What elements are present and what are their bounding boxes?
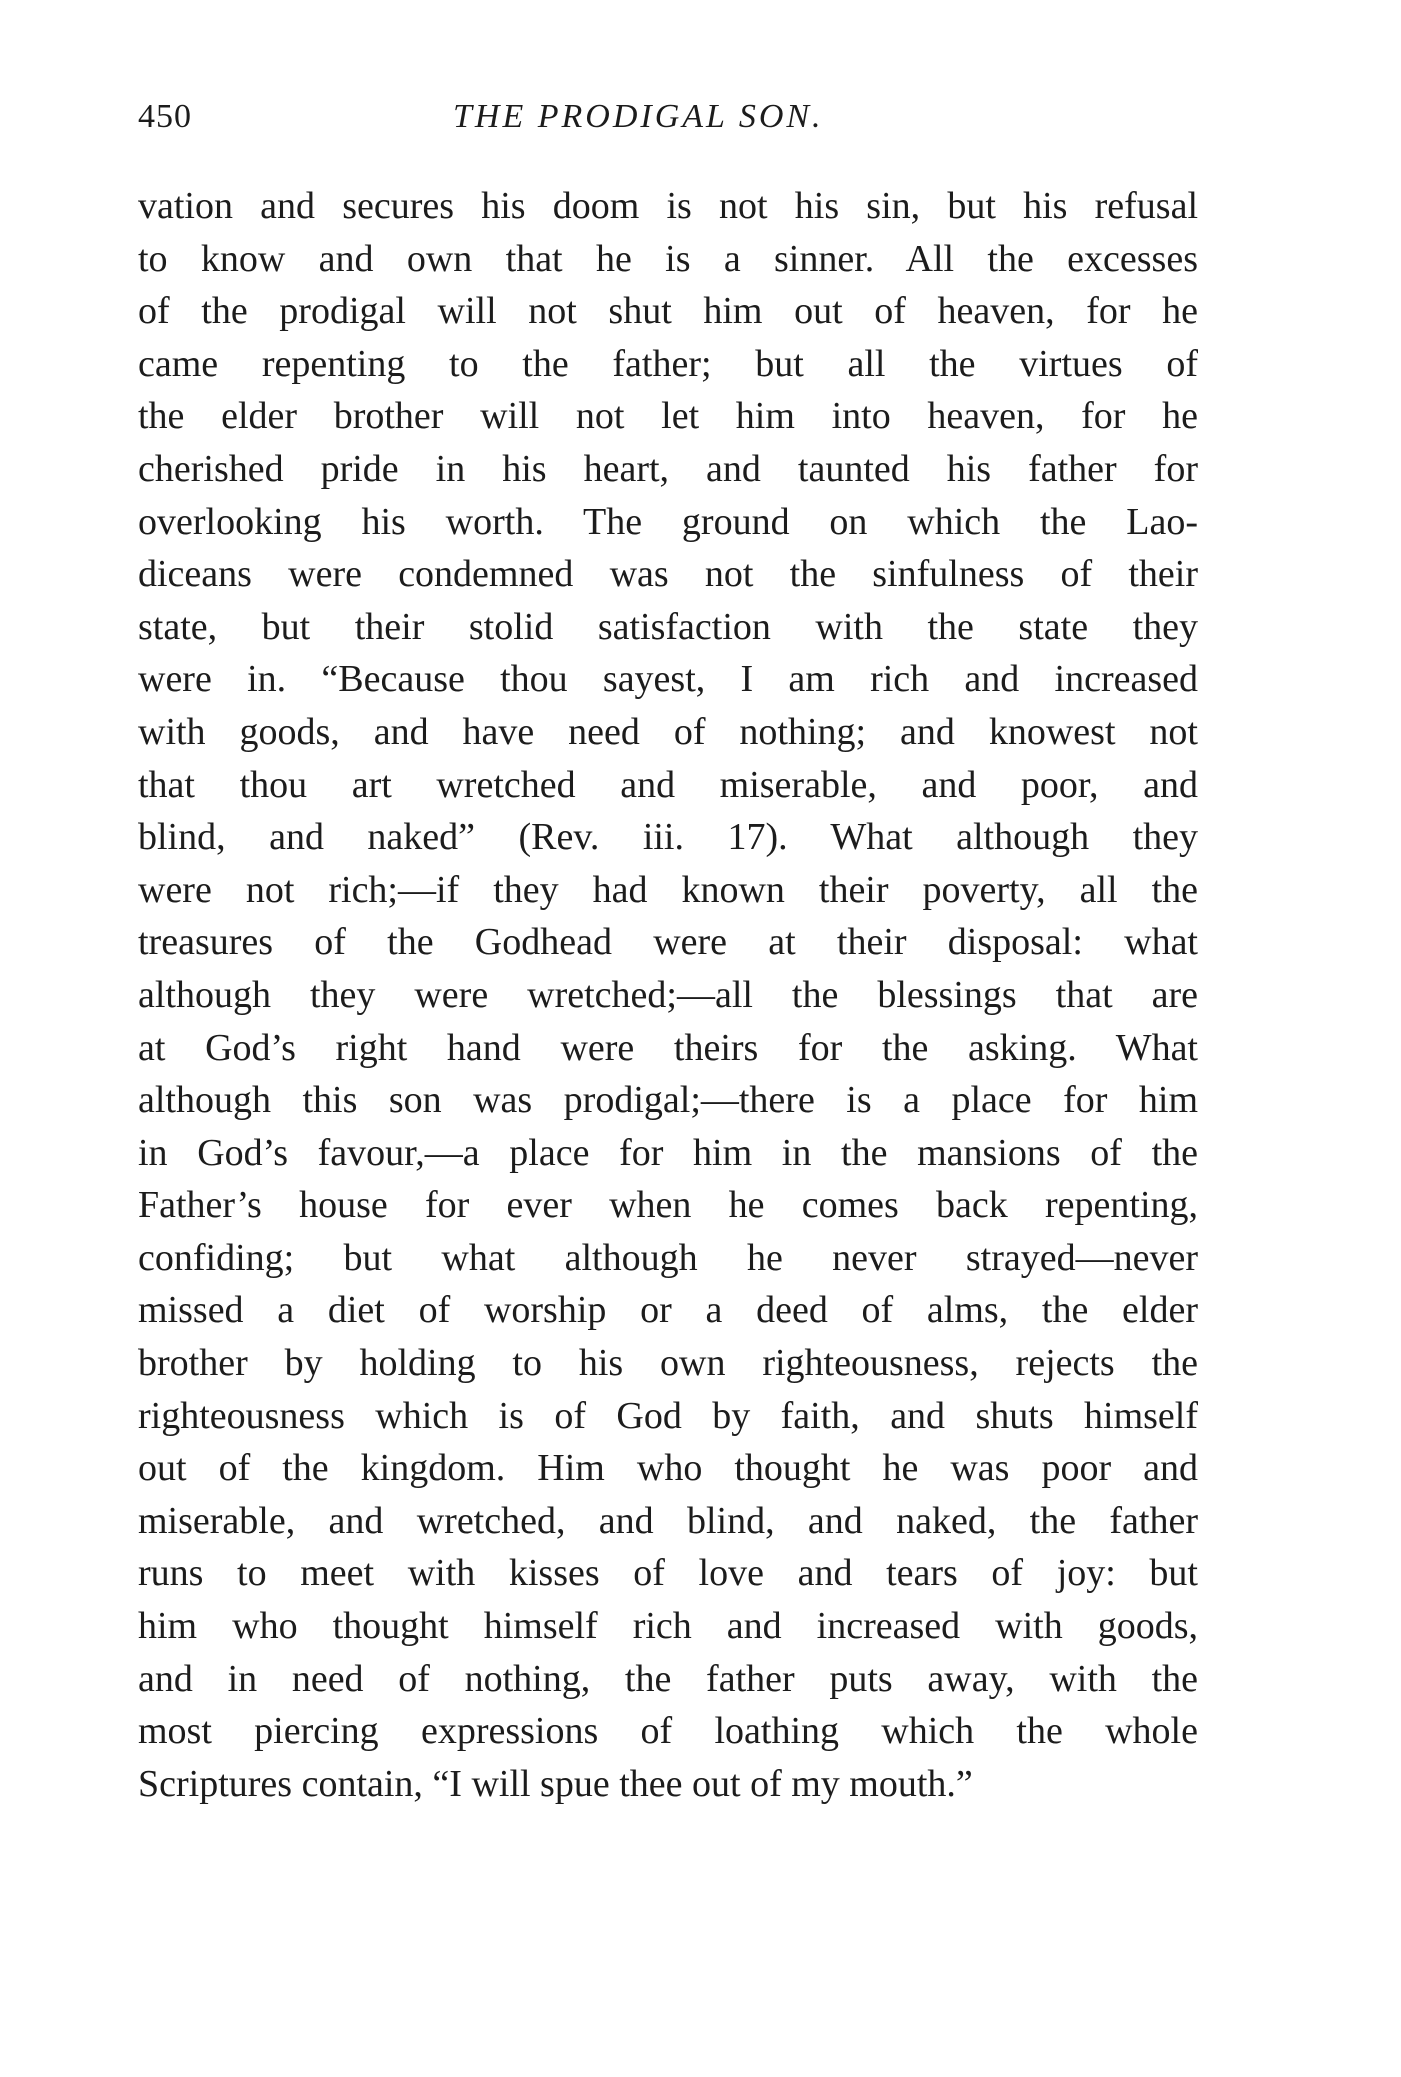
text-line: diceans were condemned was not the sinfulness of their: [138, 553, 1198, 596]
page-number: 450: [138, 98, 192, 135]
text-line: cherished pride in his heart, and taunted his father for: [138, 447, 1198, 490]
text-line: runs to meet with kisses of love and tears of joy: but: [138, 1552, 1198, 1595]
text-line: although this son was prodigal;—there is a place for him: [138, 1079, 1198, 1122]
text-line: with goods, and have need of nothing; and knowest not: [138, 710, 1198, 753]
page-header: [138, 98, 1188, 148]
text-line: blind, and naked” (Rev. iii. 17). What although they: [138, 816, 1198, 859]
text-line: out of the kingdom. Him who thought he was poor and: [138, 1447, 1198, 1490]
text-line: state, but their stolid satisfaction with the state they: [138, 605, 1198, 648]
text-line: brother by holding to his own righteousness, rejects the: [138, 1342, 1198, 1385]
text-line: of the prodigal will not shut him out of heaven, for he: [138, 290, 1198, 333]
text-line: overlooking his worth. The ground on which the Lao-: [138, 500, 1198, 543]
text-line: at God’s right hand were theirs for the asking. What: [138, 1026, 1198, 1069]
text-line: although they were wretched;—all the blessings that are: [138, 973, 1198, 1016]
text-line: that thou art wretched and miserable, and poor, and: [138, 763, 1198, 806]
text-line: treasures of the Godhead were at their disposal: what: [138, 921, 1198, 964]
text-line: were in. “Because thou sayest, I am rich and increased: [138, 658, 1198, 701]
text-line: miserable, and wretched, and blind, and naked, the father: [138, 1499, 1198, 1542]
text-line: Father’s house for ever when he comes back repenting,: [138, 1184, 1198, 1227]
text-line: missed a diet of worship or a deed of alms, the elder: [138, 1289, 1198, 1332]
text-line-last: Scriptures contain, “I will spue thee out of my mouth.”: [138, 1762, 973, 1805]
text-line: came repenting to the father; but all the virtues of: [138, 342, 1198, 385]
text-line: were not rich;—if they had known their poverty, all the: [138, 868, 1198, 911]
text-line: the elder brother will not let him into heaven, for he: [138, 395, 1198, 438]
text-line: in God’s favour,—a place for him in the mansions of the: [138, 1131, 1198, 1174]
text-line: to know and own that he is a sinner. All the excesses: [138, 237, 1198, 280]
text-line: confiding; but what although he never strayed—never: [138, 1236, 1198, 1279]
text-line: and in need of nothing, the father puts away, with the: [138, 1657, 1198, 1700]
text-line: righteousness which is of God by faith, and shuts himself: [138, 1394, 1198, 1437]
running-title: THE PRODIGAL SON.: [453, 98, 824, 135]
text-line: him who thought himself rich and increased with goods,: [138, 1605, 1198, 1648]
text-line: most piercing expressions of loathing which the whole: [138, 1710, 1198, 1753]
body-text: [138, 180, 1198, 1810]
text-line: vation and secures his doom is not his sin, but his refusal: [138, 185, 1198, 227]
